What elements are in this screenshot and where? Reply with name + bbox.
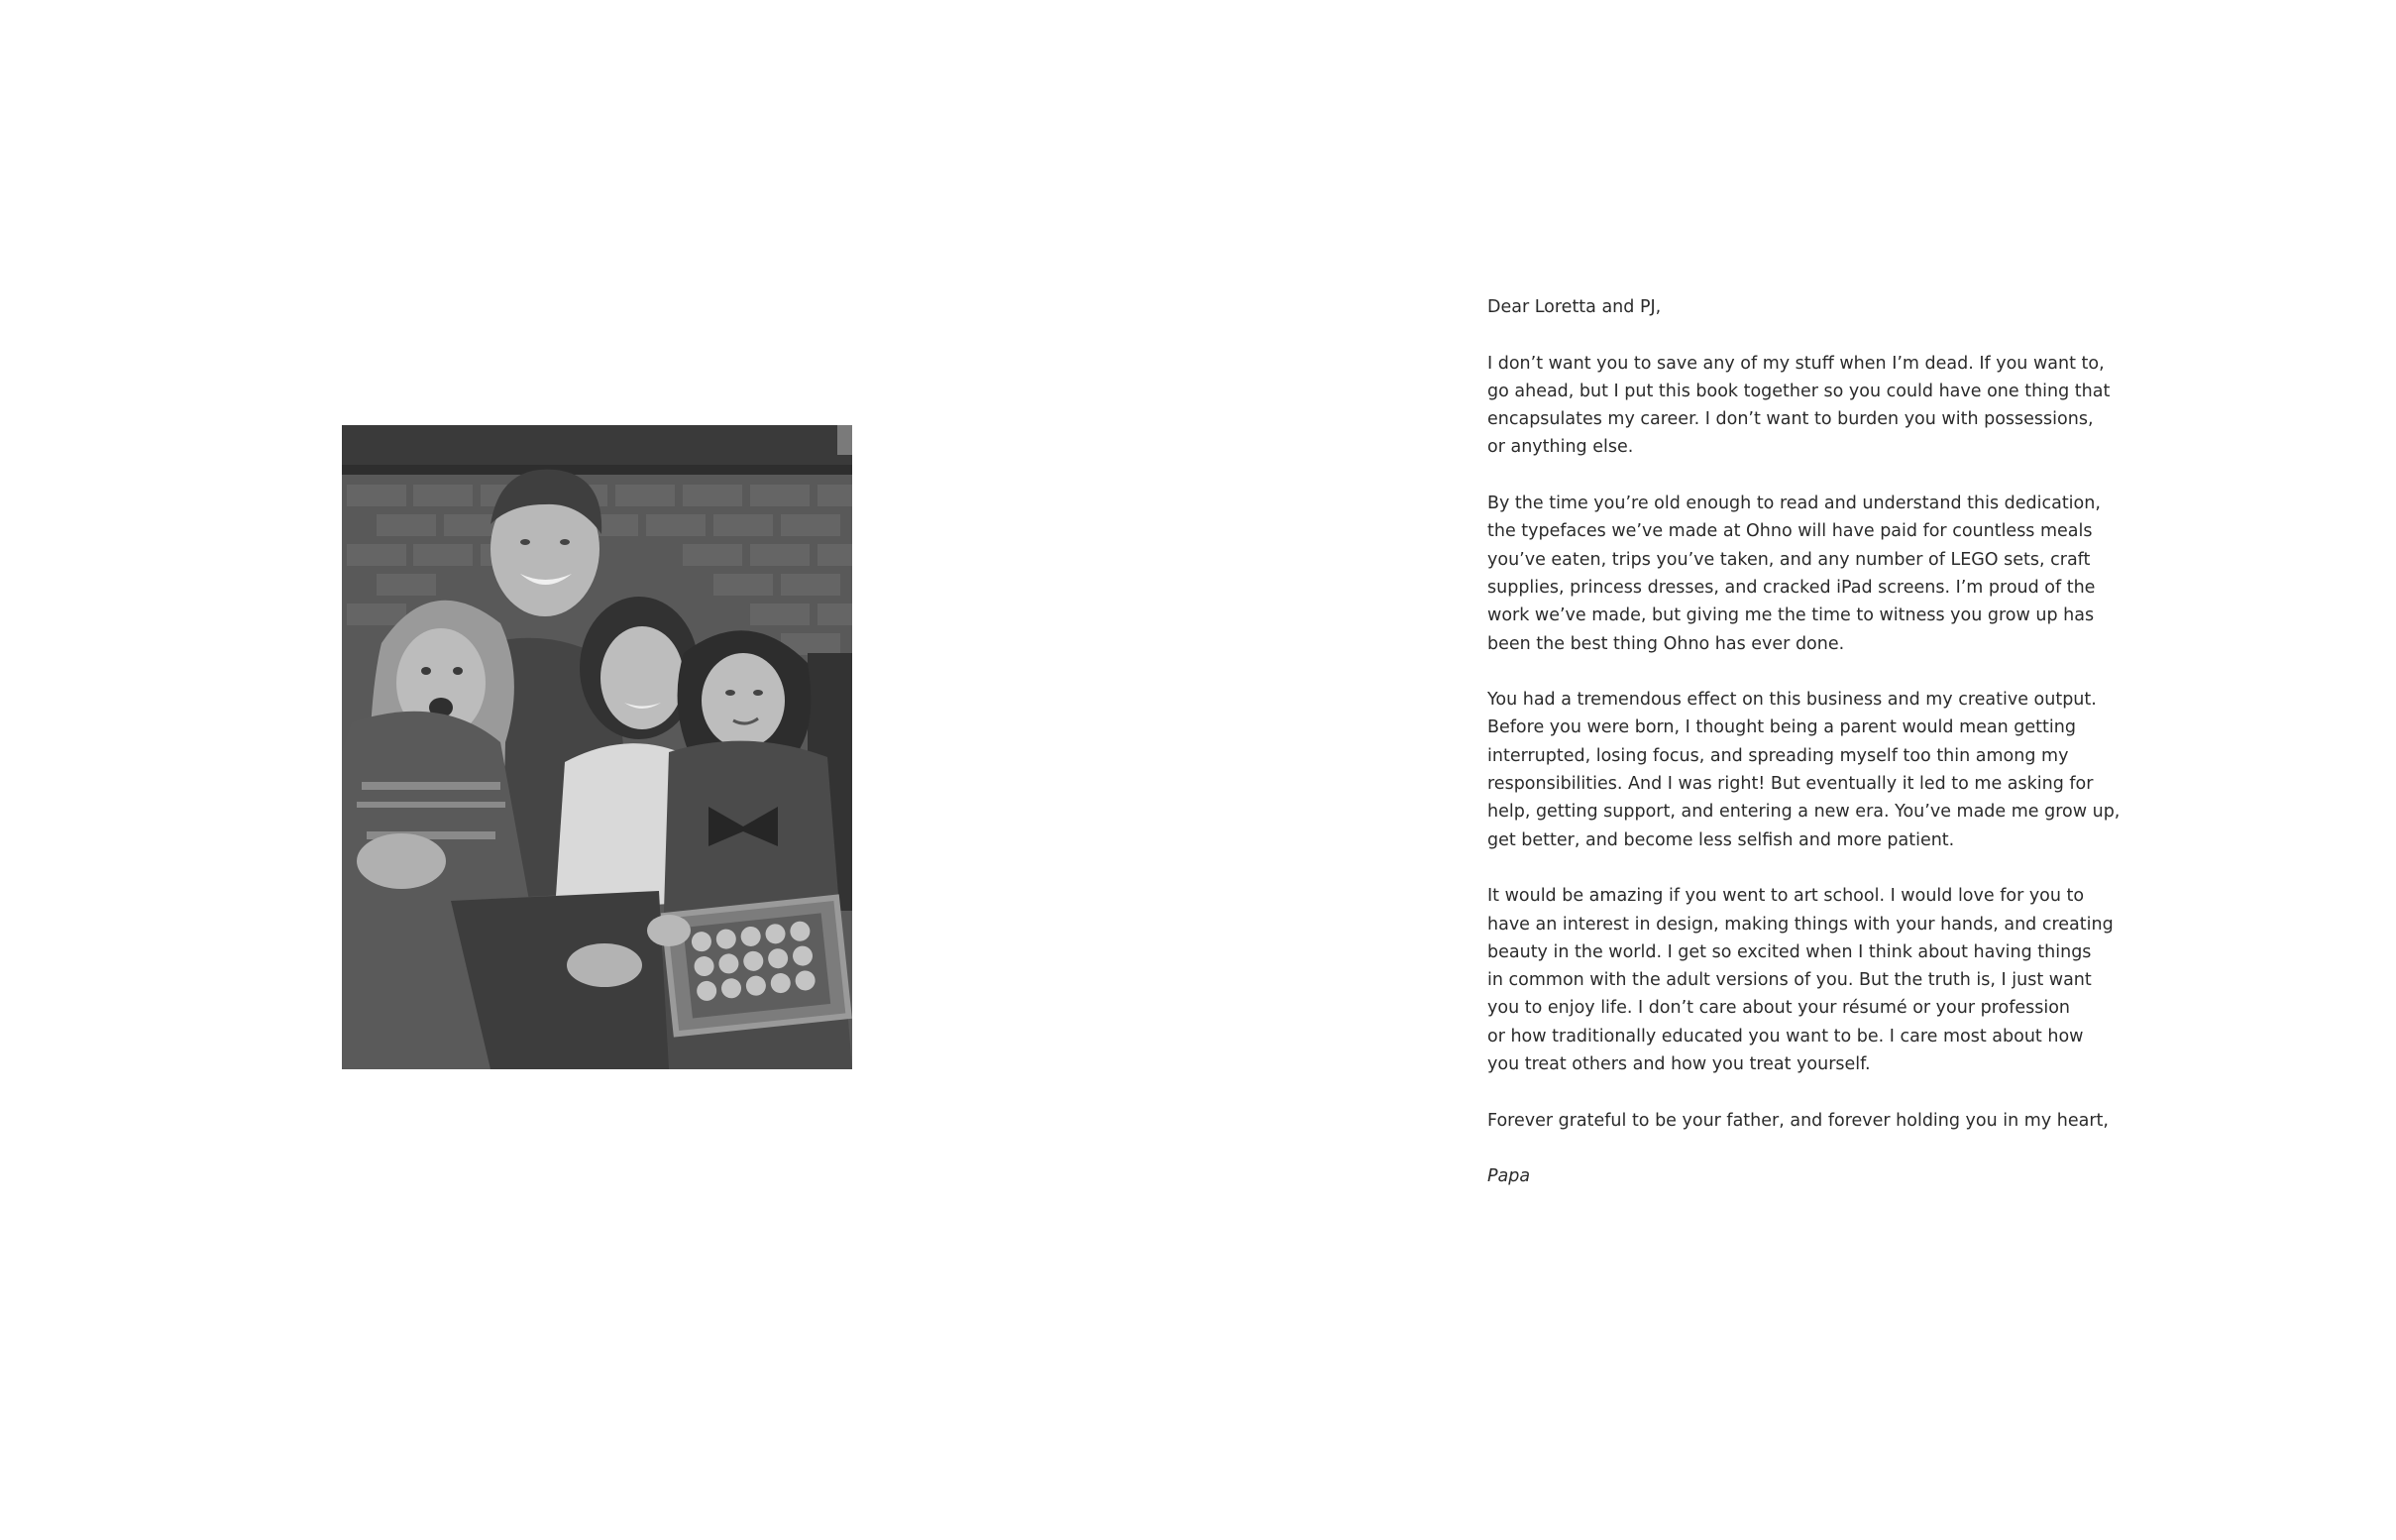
letter-paragraph-2: By the time you’re old enough to read and understand this dedication, the typefaces we’ve made at Ohno will have paid for countless meals you’ve eaten, trips you’ve taken, and any number of LEGO sets, craft supplies, princess dresses, and cracked iPad screens. I’m proud of the work we’ve made, but giving me the time to witness you grow up has been the best thing Ohno has ever done. bbox=[1487, 494, 2101, 654]
letter-paragraph-3: You had a tremendous effect on this business and my creative output. Before you were born, I thought being a parent would mean getting interrupted, losing focus, and spreading myself too thin among my responsibilities. And I was right! But eventually it led to me asking for help, getting support, and entering a new era. You’ve made me grow up, get better, and become less selfish and more patient. bbox=[1487, 690, 2121, 850]
letter-signature: Papa bbox=[1487, 1166, 1531, 1187]
letter-paragraph-4: It would be amazing if you went to art school. I would love for you to have an interest in design, making things with your hands, and creating beauty in the world. I get so excited when I think about having things in common with the adult versions of you. But the truth is, I just want you to enjoy life. I don’t care about your résumé or your profession or how traditionally educated you want to be. I care most about how you treat others and how you treat yourself. bbox=[1487, 886, 2114, 1075]
letter-paragraph-1: I don’t want you to save any of my stuff when I’m dead. If you want to, go ahead, but I put this book together so you could have one thing that encapsulates my career. I don’t want to burden you with possessions, or anything else. bbox=[1487, 353, 2111, 458]
letter-salutation: Dear Loretta and PJ, bbox=[1487, 297, 1662, 317]
family-photo-illustration bbox=[342, 425, 852, 1069]
family-photo bbox=[342, 425, 852, 1069]
dedication-letter bbox=[1487, 293, 2141, 1219]
letter-closing: Forever grateful to be your father, and forever holding you in my heart, bbox=[1487, 1110, 2109, 1131]
